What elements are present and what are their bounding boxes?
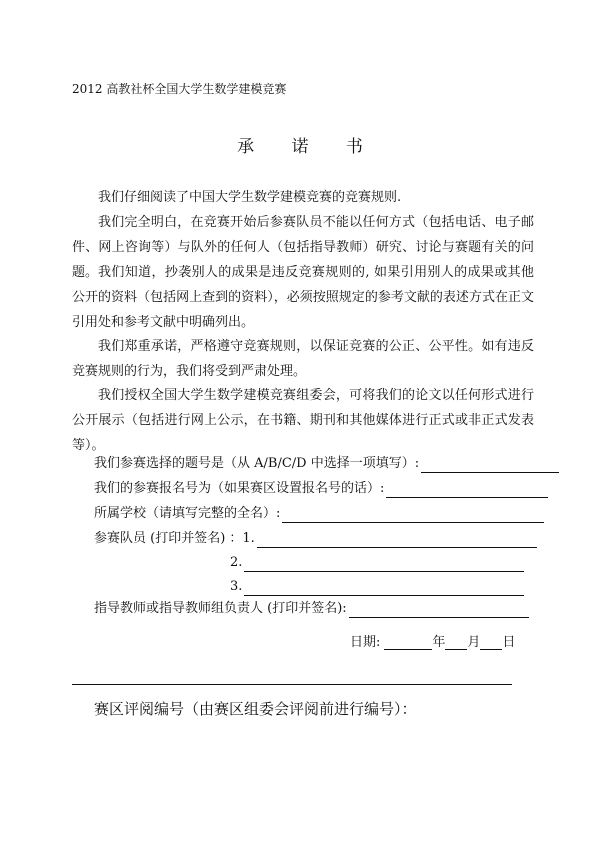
paragraph-rules-read: 我们仔细阅读了中国大学生数学建模竞赛的竞赛规则. bbox=[98, 190, 402, 205]
paragraph-authorization: 我们授权全国大学生数学建模竞赛组委会，可将我们的论文以任何形式进行公开展示（包括进行网上公示，在书籍、期刊和其他媒体进行正式或非正式发表等）。 bbox=[72, 388, 534, 453]
problem-number-label: 我们参赛选择的题号是（从 A/B/C/D 中选择一项填写）: bbox=[94, 456, 420, 471]
team-members-label: 参赛队员 (打印并签名) ：1. bbox=[94, 531, 255, 546]
advisor-label: 指导教师或指导教师组负责人 (打印并签名): bbox=[94, 601, 347, 616]
date-day-label: 日 bbox=[502, 635, 516, 650]
paragraph-pledge: 我们郑重承诺，严格遵守竞赛规则，以保证竞赛的公正、公平性。如有违反竞赛规则的行为，我们将受到严肃处理。 bbox=[72, 339, 534, 379]
problem-number-input[interactable] bbox=[421, 458, 559, 473]
paragraph-no-outside-contact: 我们完全明白，在竞赛开始后参赛队员不能以任何方式（包括电话、电子邮件、网上咨询等）与队外的任何人（包括指导教师）研究、讨论与赛题有关的问题。 bbox=[72, 215, 534, 280]
advisor-input[interactable] bbox=[349, 603, 529, 618]
team-member-2-input[interactable] bbox=[244, 557, 524, 572]
team-member-3-label: 3. bbox=[230, 579, 243, 594]
team-member-2-field bbox=[230, 554, 524, 572]
team-member-1-input[interactable] bbox=[257, 533, 537, 548]
problem-number-field bbox=[94, 455, 559, 473]
team-member-1-field bbox=[94, 530, 537, 548]
page-title: 承 诺 书 bbox=[237, 137, 379, 157]
date-year-input[interactable] bbox=[384, 635, 432, 650]
date-label: 日期: bbox=[350, 635, 381, 650]
review-number-label: 赛区评阅编号（由赛区组委会评阅前进行编号）： bbox=[94, 700, 417, 718]
team-member-3-input[interactable] bbox=[244, 581, 524, 596]
team-member-3-field bbox=[230, 578, 524, 596]
registration-number-label: 我们的参赛报名号为（如果赛区设置报名号的话）: bbox=[94, 481, 385, 496]
school-label: 所属学校（请填写完整的全名）: bbox=[94, 506, 281, 521]
advisor-field bbox=[94, 600, 529, 618]
date-year-label: 年 bbox=[432, 635, 446, 650]
divider-line bbox=[72, 684, 512, 685]
date-day-input[interactable] bbox=[480, 635, 502, 650]
registration-number-input[interactable] bbox=[386, 483, 548, 498]
registration-number-field bbox=[94, 480, 548, 498]
date-month-input[interactable] bbox=[445, 635, 467, 650]
date-month-label: 月 bbox=[467, 635, 481, 650]
school-field bbox=[94, 505, 544, 523]
competition-header: 2012 高教社杯全国大学生数学建模竞赛 bbox=[72, 82, 287, 96]
date-field bbox=[350, 631, 515, 650]
school-input[interactable] bbox=[282, 508, 544, 523]
team-member-2-label: 2. bbox=[230, 555, 243, 570]
paragraph-citation-rules: 我们知道，抄袭别人的成果是违反竞赛规则的, 如果引用别人的成果或其他公开的资料（包括网上查到的资料），必须按照规定的参考文献的表述方式在正文引用处和参考文献中明确列出。 bbox=[72, 265, 534, 330]
